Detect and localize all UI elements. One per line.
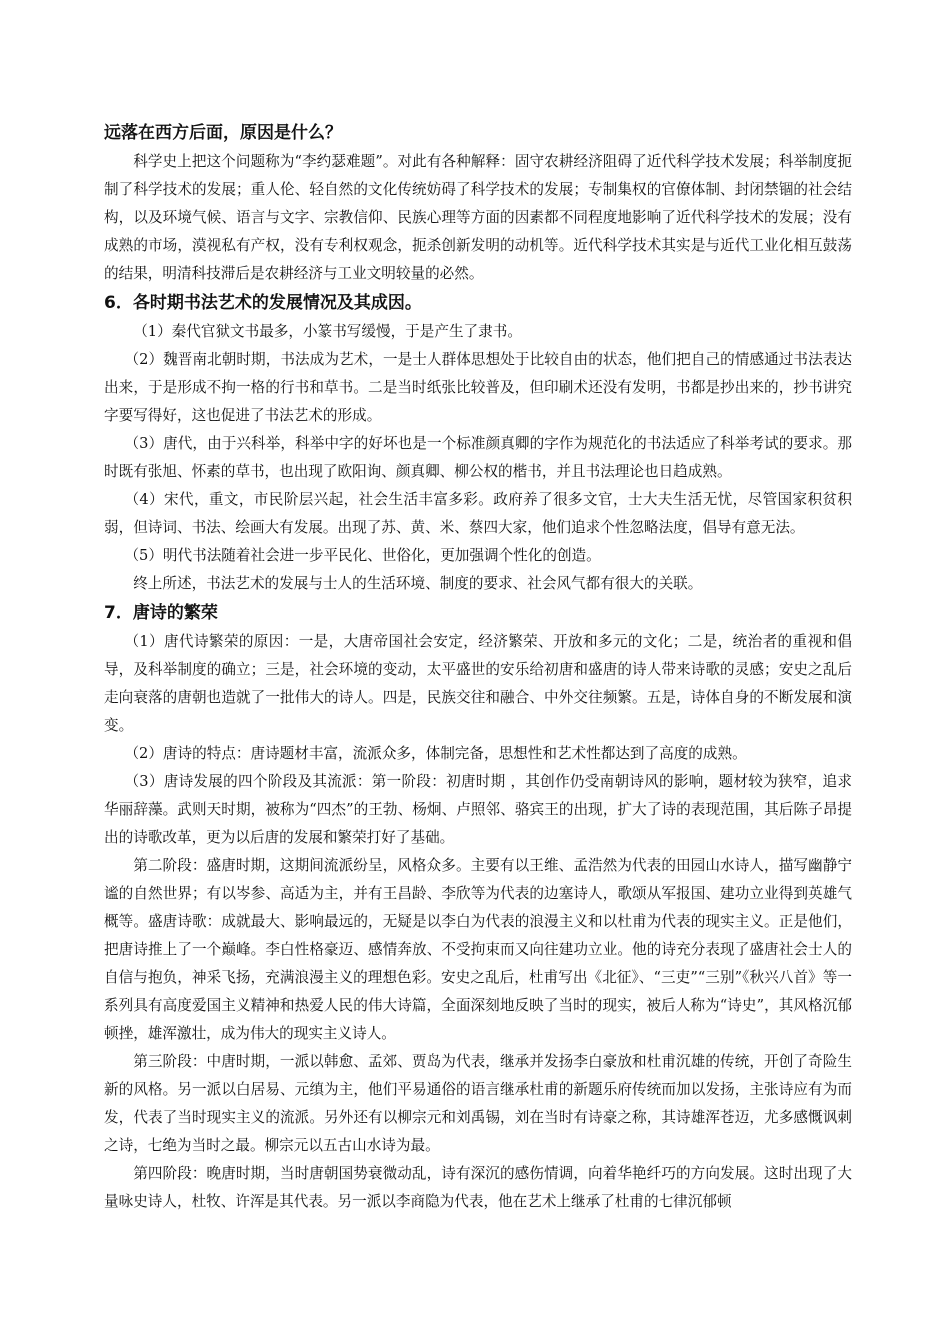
section-6-title: 6．各时期书法艺术的发展情况及其成因。 — [104, 293, 422, 313]
section-6-summary: 终上所述，书法艺术的发展与士人的生活环境、制度的要求、社会风气都有很大的关联。 — [133, 575, 703, 592]
section-6-item-5: （5）明代书法随着社会进一步平民化、世俗化，更加强调个性化的创造。 — [124, 547, 601, 564]
section-7-stage-4: 第四阶段：晚唐时期，当时唐朝国势衰微动乱，诗有深沉的感伤情调，向着华艳纤巧的方向发展。这时出现了大量咏史诗人，杜牧、许浑是其代表。另一派以李商隐为代表，他在艺术上继承了杜甫的七律沉郁顿 — [104, 1165, 852, 1210]
section-7-stage-3: 第三阶段：中唐时期，一派以韩愈、孟郊、贾岛为代表，继承并发扬李白豪放和杜甫沉雄的传统，开创了奇险生新的风格。另一派以白居易、元缜为主，他们平易通俗的语言继承杜甫的新题乐府传统而加以发扬，主张诗应有为而发，代表了当时现实主义的流派。另外还有以柳宗元和刘禹锡，刘在当时有诗豪之称，其诗雄浑苍迈，尤多感慨讽刺之诗，七绝为当时之最。柳宗元以五古山水诗为最。 — [104, 1053, 852, 1154]
section-7-item-1: （1）唐代诗繁荣的原因：一是，大唐帝国社会安定，经济繁荣、开放和多元的文化；二是，统治者的重视和倡导，及科举制度的确立；三是，社会环境的变动，太平盛世的安乐给初唐和盛唐的诗人带来诗歌的灵感；安史之乱后走向衰落的唐朝也造就了一批伟大的诗人。四是，民族交往和融合、中外交往频繁。五是，诗体自身的不断发展和演变。 — [104, 633, 852, 734]
section-6-item-3: （3）唐代，由于兴科举，科举中字的好坏也是一个标准颜真卿的字作为规范化的书法适应了科举考试的要求。那时既有张旭、怀素的草书，也出现了欧阳询、颜真卿、柳公权的楷书，并且书法理论也日趋成熟。 — [104, 435, 852, 480]
section-6-item-1: （1）秦代官狱文书最多，小篆书写缓慢，于是产生了隶书。 — [133, 323, 522, 340]
section-7-item-2: （2）唐诗的特点：唐诗题材丰富，流派众多，体制完备，思想性和艺术性都达到了高度的成熟。 — [124, 745, 747, 762]
section-6-item-2: （2）魏晋南北朝时期，书法成为艺术，一是士人群体思想处于比较自由的状态，他们把自己的情感通过书法表达出来，于是形成不拘一格的行书和草书。二是当时纸张比较普及，但印刷术还没有发明，书都是抄出来的，抄书讲究字要写得好，这也促进了书法艺术的形成。 — [104, 351, 852, 424]
section-6-item-4: （4）宋代，重文，市民阶层兴起，社会生活丰富多彩。政府养了很多文官，士大夫生活无忧，尽管国家积贫积弱，但诗词、书法、绘画大有发展。出现了苏、黄、米、蔡四大家，他们追求个性忽略法度，倡导有意无法。 — [104, 491, 852, 536]
heading-intro: 远落在西方后面，原因是什么？ — [104, 123, 342, 143]
section-7-stage-2: 第二阶段：盛唐时期，这期间流派纷呈，风格众多。主要有以王维、孟浩然为代表的田园山水诗人，描写幽静宁谧的自然世界；有以岑参、高适为主，并有王昌龄、李欣等为代表的边塞诗人，歌颂从军报国、建功立业得到英雄气概等。盛唐诗歌：成就最大、影响最远的，无疑是以李白为代表的浪漫主义和以杜甫为代表的现实主义。正是他们，把唐诗推上了一个巅峰。李白性格豪迈、感情奔放、不受拘束而又向往建功立业。他的诗充分表现了盛唐社会士人的自信与抱负，神采飞扬，充满浪漫主义的理想色彩。安史之乱后，杜甫写出《北征》、“三吏”“三别”《秋兴八首》等一系列具有高度爱国主义精神和热爱人民的伟大诗篇，全面深刻地反映了当时的现实，被后人称为“诗史”，其风格沉郁顿挫，雄浑激壮，成为伟大的现实主义诗人。 — [104, 857, 852, 1042]
section-7-title: 7．唐诗的繁荣 — [104, 603, 218, 623]
paragraph-li-yuese-problem: 科学史上把这个问题称为“李约瑟难题”。对此有各种解释：固守农耕经济阻碍了近代科学技术发展；科举制度扼制了科学技术的发展；重人伦、轻自然的文化传统妨碍了科学技术的发展；专制集权的官僚体制、封闭禁锢的社会结构，以及环境气候、语言与文字、宗教信仰、民族心理等方面的因素都不同程度地影响了近代科学技术的发展；没有成熟的市场，漠视私有产权，没有专利权观念，扼杀创新发明的动机等。近代科学技术其实是与近代工业化相互鼓荡的结果，明清科技滞后是农耕经济与工业文明较量的必然。 — [104, 153, 852, 282]
section-7-item-3: （3）唐诗发展的四个阶段及其流派：第一阶段：初唐时期 ，其创作仍受南朝诗风的影响，题材较为狭窄，追求华丽辞藻。武则天时期，被称为“四杰”的王勃、杨炯、卢照邻、骆宾王的出现，扩大了诗的表现范围，其后陈子昂提出的诗歌改革，更为以后唐的发展和繁荣打好了基础。 — [104, 773, 852, 846]
document-page — [104, 118, 852, 1216]
